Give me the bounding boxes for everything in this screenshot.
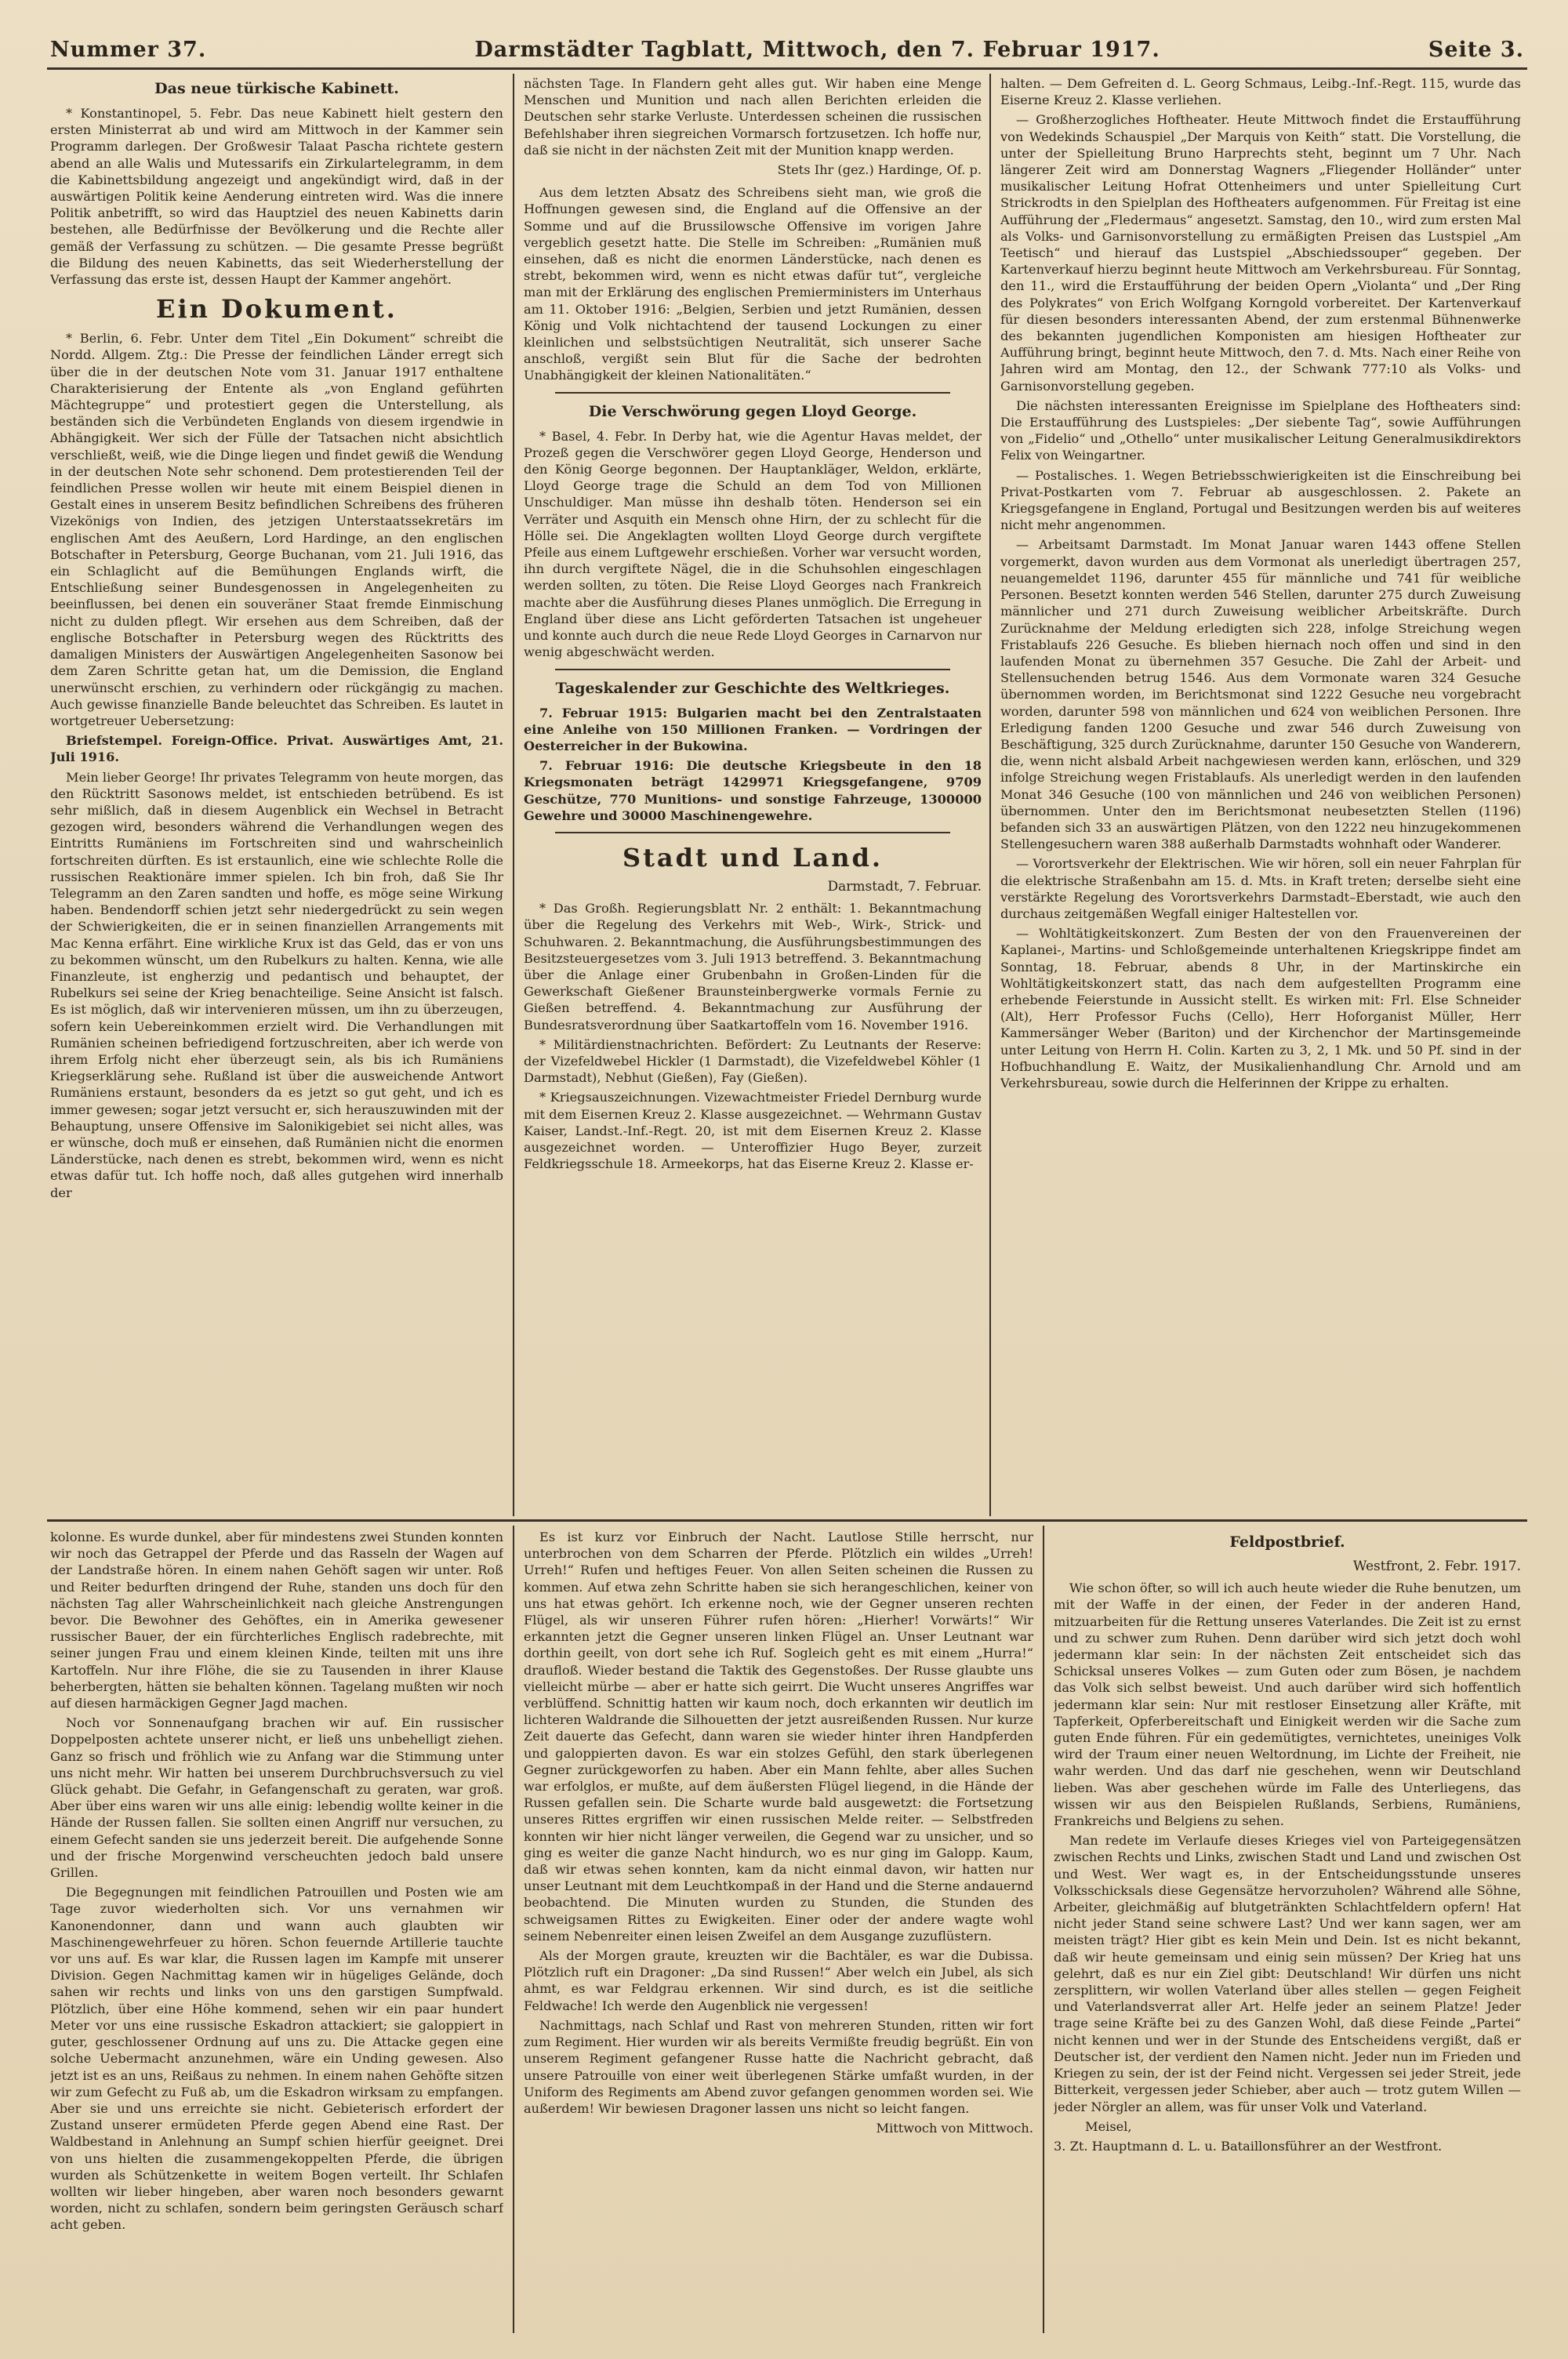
page-header <box>50 38 1524 62</box>
headline-turkish-cabinet: Das neue türkische Kabinett. <box>154 80 399 97</box>
article-paragraph: — Wohltätigkeitskonzert. Zum Besten der von den Frauenvereinen der Kaplanei-, Martins- und Schloßgemeinde unterhaltenen Kriegskrippe findet am Sonntag, 18. Februar, abends 8 Uhr, in der Martinskirche ein Wohltätigkeitskonzert statt, das nach dem aufgestellten Programm eine erhebende Feierstunde in Aussicht stellt. Es wirken mit: Frl. Else Schneider (Alt), Herr Professor Fuchs (Cello), Herr Hoforganist Müller, Herr Kammersänger Weber (Bariton) und der Kirchenchor der Martinsgemeinde unter Leitung von Herrn H. Colin. Karten zu 3, 2, 1 Mk. und 50 Pf. sind in der Hofbuchhandlung E. Waitz, der Musikalienhandlung Chr. Arnold und am Verkehrsbureau, sowie durch die Helferinnen der Krippe zu erhalten. <box>1000 926 1521 1091</box>
article-signature: Mittwoch von Mittwoch. <box>876 2121 1033 2136</box>
article-paragraph: kolonne. Es wurde dunkel, aber für mindestens zwei Stunden konnten wir noch das Getrappel der Pferde und das Rasseln der Wagen auf der Landstraße hören. In einem nahen Gehöft sagen wir unter. Roß und Reiter bedurften dringend der Ruhe, standen uns doch für den nächsten Tag aller Wahrscheinlichkeit nach gleiche Anstrengungen bevor. Die Bewohner des Gehöftes, ein in Amerika gewesener russischer Bauer, der ein fürchterliches Englisch radebrechte, mit seiner jungen Frau und einem kleinen Kinde, teilten mit uns ihre Kartoffeln. Nur ihre Flöhe, die sie zu Tausenden in ihrer Klause beherbergten, hätten sie behalten können. Tagelang mußten wir noch auf diesen harmäckigen Gegner Jagd machen. <box>50 1530 503 1711</box>
dateline: Darmstadt, 7. Februar. <box>827 878 982 895</box>
section-separator <box>555 669 950 670</box>
article-paragraph: * Das Großh. Regierungsblatt Nr. 2 enthält: 1. Bekanntmachung über die Regelung des Verkehrs mit Web-, Wirk-, Strick- und Schuhwaren. 2. Bekanntmachung, die Ausführungsbestimmungen des Besitzsteuergesetzes vom 3. Juli 1913 betreffend. 3. Bekanntmachung über die Anlage einer Grubenbahn in Großen-Linden für die Gewerkschaft Gießener Braunsteinbergwerke vormals Fernie zu Gießen betreffend. 4. Bekanntmachung zur Ausführung der Bundesratsverordnung über Saatkartoffeln vom 16. November 1916. <box>524 901 982 1033</box>
section-divider <box>47 1519 1527 1522</box>
issue-number: Nummer 37. <box>50 38 207 62</box>
article-paragraph: * Konstantinopel, 5. Febr. Das neue Kabinett hielt gestern den ersten Ministerrat ab und wird am Mittwoch in der Kammer sein Programm darlegen. Der Großwesir Talaat Pascha richtete gestern abend an alle Walis und Mutessarifs ein Zirkulartelegramm, in dem die Kabinettsbildung angezeigt und angekündigt wird, daß in der auswärtigen Politik keine Aenderung eintreten wird. Was die innere Politik anbetrifft, so wird das Hauptziel des neuen Kabinetts darin bestehen, alle Bedürfnisse der Bevölkerung und die Rechte aller gemäß der Verfassung zu schützen. — Die gesamte Presse begrüßt die Bildung des neuen Kabinetts, das seit Wiederherstellung der Verfassung das erste ist, dessen Haupt der Kammer angehört. <box>50 106 503 288</box>
dateline: Westfront, 2. Febr. 1917. <box>1352 1559 1521 1574</box>
upper-column-3 <box>1000 75 1521 1515</box>
article-paragraph: nächsten Tage. In Flandern geht alles gut. Wir haben eine Menge Menschen und Munition und nach allen Berichten erleiden die Deutschen sehr starke Verluste. Unterdessen scheinen die russischen Befehlshaber ihren siegreichen Vormarsch fortzusetzen. Ich hoffe nur, daß sie nicht in der nächsten Zeit mit der Munition knapp werden. <box>524 76 982 158</box>
lower-column-3 <box>1054 1529 1521 2336</box>
article-paragraph: Noch vor Sonnenaufgang brachen wir auf. Ein russischer Doppelposten achtete unserer nicht, er ließ uns unbehelligt ziehen. Ganz so frisch und fröhlich wie zu Anfang war die Stimmung unter uns nicht mehr. Wir hatten bei unserem Durchbruchsversuch zu viel Glück gehabt. Die Gefahr, in Gefangenschaft zu geraten, war groß. Aber über eins waren wir uns alle einig: lebendig wollte keiner in die Hände der Russen fallen. Sie sollten einen Angriff nur versuchen, zu einem Gefecht sanden sie uns jederzeit bereit. Die aufgehende Sonne und der frische Morgenwind verscheuchten jedoch bald unsere Grillen. <box>50 1715 503 1881</box>
article-paragraph: — Postalisches. 1. Wegen Betriebsschwierigkeiten ist die Einschreibung bei Privat-Postkarten vom 7. Februar ab ausgeschlossen. 2. Pakete an Kriegsgefangene in England, Portugal und Besitzungen werden bis auf weiteres nicht mehr angenommen. <box>1000 467 1521 533</box>
letterhead-line: Briefstempel. Foreign-Office. Privat. Auswärtiges Amt, 21. Juli 1916. <box>50 733 503 765</box>
masthead: Darmstädter Tagblatt, Mittwoch, den 7. Februar 1917. <box>474 38 1160 62</box>
calendar-entry: 7. Februar 1915: Bulgarien macht bei den Zentralstaaten eine Anleihe von 150 Millionen Franken. — Vordringen der Oesterreicher in der Bukowina. <box>524 705 982 753</box>
article-paragraph: Wie schon öfter, so will ich auch heute wieder die Ruhe benutzen, um mit der Waffe in der einen, der Feder in der anderen Hand, mitzuarbeiten für die Rettung unseres Vaterlandes. Die Zeit ist zu ernst und zu schwer zum Ruhen. Denn darüber wird sich jetzt doch wohl jedermann klar sein: In der nächsten Zeit entscheidet sich das Schicksal unseres Volkes — zum Guten oder zum Bösen, je nachdem das Volk sich selbst beweist. Und auch darüber wird sich hoffentlich jedermann klar sein: Nur mit restloser Einsetzung aller Kräfte, mit Tapferkeit, Opferbereitschaft und Einigkeit werden wir die Sache zum guten Ende führen. Für ein gedemütigtes, vernichtetes, uneiniges Volk wird der Traum einer neuen Weltordnung, im Lichte der Freiheit, nie wahr werden. Und das darf nie geschehen, wenn wir Deutschland lieben. Was aber geschehen würde im Falle des Unterliegens, das wissen wir aus den Beispielen Rußlands, Serbiens, Rumäniens, Frankreichs und Belgiens zu sehen. <box>1054 1581 1521 1829</box>
column-rule <box>513 1526 514 2333</box>
article-paragraph: Aus dem letzten Absatz des Schreibens sieht man, wie groß die Hoffnungen gewesen sind, die England auf die Offensive an der Somme und auf die Brussilowsche Offensive im vorigen Jahre vergeblich gesetzt hatte. Die Stelle im Schreiben: „Rumänien muß einsehen, daß es nicht die enormen Länderstücke, nach denen es strebt, bekommen wird, wenn es nicht etwas dafür tut“, vergleiche man mit der Erklärung des englischen Premierministers im Unterhaus am 11. Oktober 1916: „Belgien, Serbien und jetzt Rumänien, dessen König und Volk nichtachtend der tausend Lockungen zu einer kleinlichen und selbstsüchtigen Neutralität, sich unserer Sache anschloß, vergißt sein Blut für die Sache der bedrohten Unabhängigkeit der kleinen Nationalitäten.“ <box>524 185 982 383</box>
column-rule <box>513 74 514 1516</box>
calendar-entry: 7. Februar 1916: Die deutsche Kriegsbeute in den 18 Kriegsmonaten beträgt 1429971 Kriegsgefangene, 9709 Geschütze, 770 Munitions- und sonstige Fahrzeuge, 1300000 Gewehre und 30000 Maschinengewehre. <box>524 758 982 823</box>
column-rule <box>989 74 991 1516</box>
article-paragraph: Mein lieber George! Ihr privates Telegramm von heute morgen, das den Rücktritt Sasonows meldet, ist entschieden betrübend. Es ist sehr mißlich, daß in diesem Augenblick ein Wechsel in Betracht gezogen wird, besonders während die Verhandlungen wegen des Eintritts Rumäniens im Fortschreiten sind und wahrscheinlich fortschreiten dürften. Es ist erstaunlich, eine wie schlechte Rolle die russischen Reaktionäre immer spielen. Ich bin froh, daß Sie Ihr Telegramm an den Zaren sandten und hoffe, es möge seine Wirkung haben. Bendendorff schien jetzt sehr niedergedrückt zu sein wegen der Schwierigkeiten, die er in seinen finanziellen Arrangements mit Mac Kenna erfährt. Eine wirkliche Krux ist das Geld, das er von uns zu bekommen wünscht, um den Rubelkurs zu halten. Kenna, wie alle Finanzleute, ist engherzig und pedantisch und behauptet, der Rubelkurs sei seine der Krieg benachteilige. Seine Ansicht ist falsch. Es ist möglich, daß wir intervenieren müssen, um ihn zu überzeugen, sofern kein Uebereinkommen erzielt wird. Die Verhandlungen mit Rumänien scheinen befriedigend fortzuschreiten, aber ich werde von ihrem Erfolg nicht eher überzeugt sein, als bis ich Rumäniens Kriegserklärung sehe. Rußland ist über die ausweichende Antwort Rumäniens erstaunt, besonders da es jetzt so gut geht, und ich es immer gewesen; sogar jetzt versucht er, sich herauszuwinden mit der Behauptung, unsere Offensive im Salonikigebiet sei nicht alles, was er wünsche, doch muß er einsehen, daß Rumänien nicht die enormen Länderstücke, nach denen es strebt, bekommen wird, wenn es nicht etwas dafür tut. Ich hoffe noch, daß alles gutgehen wird innerhalb der <box>50 769 503 1200</box>
article-paragraph: Man redete im Verlaufe dieses Krieges viel von Parteigegensätzen zwischen Rechts und Links, zwischen Stadt und Land und zwischen Ost und West. Wer wagt es, in der Entscheidungsstunde unseres Volksschicksals diese Gegensätze hervorzuholen? Während alle Söhne, Arbeiter, gleichmäßig auf blutgetränkten Schlachtfeldern opfern! Hat nicht jeder Stand seine schwere Last? Und wer kann sagen, wer am meisten trägt? Hier gibt es kein Mein und Dein. Ist es nicht bekannt, daß wir heute gemeinsam und einig sein müssen? Der Krieg hat uns gelehrt, daß es nur ein Ziel gibt: Deutschland! Wir dürfen uns nicht zersplittern, wir wollen Vaterland über alles stellen — gegen Feigheit und Vaterlandsverrat aller Art. Helfe jeder an seinem Platze! Jeder trage seine Kräfte bei zu des Ganzen Wohl, daß diese Feinde „Partei“ nicht kennen und wer in der Stunde des Entscheidens vergißt, daß er Deutscher ist, der verdient den Namen nicht. Jeder nun im Frieden und Kriegen zu sein, der ist der Feind nicht. Vergessen sei jeder Streit, jede Bitterkeit, vergessen jeder Schieber, aber auch — trotz gutem Willen — jeder Nörgler an allem, was für unser Volk und Vaterland. <box>1054 1833 1521 2114</box>
upper-column-2 <box>524 75 982 1515</box>
section-separator <box>555 832 950 833</box>
author-name: Meisel, <box>1085 2118 1132 2134</box>
article-paragraph: Als der Morgen graute, kreuzten wir die Bachtäler, es war die Dubissa. Plötzlich ruft ein Dragoner: „Da sind Russen!“ Aber welch ein Jubel, als sich ahmt, es war Feldgrau erkennen. Wir sind durch, es ist die seitliche Feldwache! Ich werde den Augenblick nie vergessen! <box>524 1948 1033 2013</box>
article-paragraph: Die Begegnungen mit feindlichen Patrouillen und Posten wie am Tage zuvor wiederholten sich. Vor uns vernahmen wir Kanonendonner, dann und wann auch glaubten wir Maschinengewehrfeuer zu hören. Schon feuernde Artillerie tauchte vor uns auf. Es war klar, die Russen lagen im Kampfe mit unserer Division. Gegen Nachmittag kamen wir in hügeliges Gelände, doch sahen wir rechts und links von uns den garstigen Sumpfwald. Plötzlich, über eine Höhe kommend, sehen wir ein paar hundert Meter vor uns eine russische Eskadron attackiert; sie galoppiert in guter, geschlossener Ordnung auf uns zu. Die Attacke gegen eine solche Uebermacht anzunehmen, wäre ein Unding gewesen. Also jetzt ist es an uns, Reißaus zu nehmen. In einem nahen Gehöfte sitzen wir zum Gefecht zu Fuß ab, um die Eskadron wirksam zu empfangen. Aber sie und uns erreichte sie nicht. Gebieterisch erfordert der Zustand unserer ermüdeten Pferde gegen Abend eine Rast. Der Waldbestand in Anlehnung an Sumpf schien hierfür geeignet. Drei von uns hielten die zusammengekoppelten Pferde, die übrigen wurden als Schützenkette in weitem Bogen verteilt. Ihr Schlafen wollten wir lieber hingeben, aber waren noch besonders gewarnt worden, nicht zu schlafen, sondern beim geringsten Geräusch scharf acht geben. <box>50 1885 503 2233</box>
article-paragraph: * Militärdienstnachrichten. Befördert: Zu Leutnants der Reserve: der Vizefeldwebel Hickler (1 Darmstadt), die Vizefeldwebel Köhler (1 Darmstadt), Nebhut (Gießen), Fay (Gießen). <box>524 1036 982 1086</box>
author-title: 3. Zt. Hauptmann d. L. u. Bataillonsführer an der Westfront. <box>1054 2138 1443 2154</box>
article-paragraph: Nachmittags, nach Schlaf und Rast von mehreren Stunden, ritten wir fort zum Regiment. Hier wurden wir als bereits Vermißte freudig begrüßt. Ein von unserem Regiment gefangener Russe hatte die Nachricht gebracht, daß unsere Patrouille von einer weit überlegenen Stärke umfaßt wurden, in der Uniform des Regiments am Abend zuvor gefangen genommen worden sei. Wie außerdem! Wir bewiesen Dragoner lassen uns nicht so leicht fangen. <box>524 2017 1033 2116</box>
headline-field-letter: Feldpostbrief. <box>1229 1533 1345 1551</box>
headline-city-and-country: Stadt und Land. <box>622 842 883 873</box>
header-rule <box>47 67 1527 70</box>
section-separator <box>555 392 950 394</box>
letter-signature: Stets Ihr (gez.) Hardinge, Of. p. <box>777 162 982 178</box>
column-rule <box>1043 1526 1044 2333</box>
lower-column-2 <box>524 1529 1033 2336</box>
article-paragraph: — Vorortsverkehr der Elektrischen. Wie wir hören, soll ein neuer Fahrplan für die elektrische Straßenbahn am 15. d. Mts. in Kraft treten; derselbe sieht eine verstärkte Regelung des Vorortsverkehrs Darmstadt–Eberstadt, wie auch den durchaus zeitgemäßen Wegfall einiger Haltestellen vor. <box>1000 856 1521 921</box>
headline-lloyd-george: Die Verschwörung gegen Lloyd George. <box>588 402 917 420</box>
headline-document: Ein Dokument. <box>156 294 397 325</box>
page-number: Seite 3. <box>1428 38 1524 62</box>
upper-column-1 <box>50 75 503 1515</box>
article-paragraph: — Großherzogliches Hoftheater. Heute Mittwoch findet die Erstaufführung von Wedekinds Schauspiel „Der Marquis von Keith“ statt. Die Vorstellung, die unter der Spielleitung Bruno Harprechts steht, beginnt um 7 Uhr. Nach längerer Zeit wird am Donnerstag Wagners „Fliegender Holländer“ unter musikalischer Leitung Hofrat Ottenheimers und unter Spielleitung Curt Strickrodts in den Spielplan des Hoftheaters aufgenommen. Für Freitag ist eine Aufführung der „Fledermaus“ angesetzt. Samstag, den 10., wird zum ersten Mal als Volks- und Garnisonvorstellung zu ermäßigten Preisen das Lustspiel „Am Teetisch“ und hierauf das Lustspiel „Abschiedssouper“ gegeben. Der Kartenverkauf hierzu beginnt heute Mittwoch am Verkehrsbureau. Für Sonntag, den 11., wird die Erstaufführung der beiden Opern „Violanta“ und „Der Ring des Polykrates“ von Erich Wolfgang Korngold vorbereitet. Der Kartenverkauf für diesen besonders interessanten Abend, der zum erstenmal Bühnenwerke des bekannten jugendlichen Komponisten am hiesigen Hoftheater zur Aufführung bringt, beginnt heute Mittwoch, den 7. d. Mts. Nach einer Reihe von Jahren wird am Montag, den 12., der Schwank 777:10 als Volks- und Garnisonvorstellung gegeben. <box>1000 112 1521 394</box>
article-paragraph: * Kriegsauszeichnungen. Vizewachtmeister Friedel Dernburg wurde mit dem Eisernen Kreuz 2. Klasse ausgezeichnet. — Wehrmann Gustav Kaiser, Landst.-Inf.-Regt. 20, ist mit dem Eisernen Kreuz 2. Klasse ausgezeichnet worden. — Unteroffizier Hugo Beyer, zurzeit Feldkriegsschule 18. Armeekorps, hat das Eiserne Kreuz 2. Klasse er- <box>524 1090 982 1172</box>
headline-war-calendar: Tageskalender zur Geschichte des Weltkrieges. <box>555 679 950 697</box>
article-paragraph: halten. — Dem Gefreiten d. L. Georg Schmaus, Leibg.-Inf.-Regt. 115, wurde das Eiserne Kreuz 2. Klasse verliehen. <box>1000 76 1521 108</box>
article-paragraph: Die nächsten interessanten Ereignisse im Spielplane des Hoftheaters sind: Die Erstaufführung des Lustspieles: „Der siebente Tag“, sowie Aufführungen von „Fidelio“ und „Othello“ unter musikalischer Leitung Generalmusikdirektors Felix von Weingartner. <box>1000 397 1521 463</box>
article-paragraph: * Berlin, 6. Febr. Unter dem Titel „Ein Dokument“ schreibt die Nordd. Allgem. Ztg.: Die Presse der feindlichen Länder erregt sich über die in der deutschen Note vom 31. Januar 1917 enthaltene Charakterisierung der Entente als „von England geführten Mächtegruppe“ und protestiert gegen die Unterstellung, als beständen sich die Verbündeten Englands von diesem irgendwie in Abhängigkeit. Wer sich der Fülle der Tatsachen nicht absichtlich verschließt, weiß, wie die Dinge liegen und findet gewiß die Wendung in der deutschen Note sehr schonend. Dem protestierenden Teil der feindlichen Presse wollen wir heute mit einem Beispiel dienen in Gestalt eines in unserem Besitz befindlichen Schreibens des früheren Vizekönigs von Indien, des jetzigen Unterstaatssekretärs im englischen Amt des Aeußern, Lord Hardinge, an den englischen Botschafter in Petersburg, George Buchanan, vom 21. Juli 1916, das ein Schlaglicht auf die Bemühungen Englands wirft, die Entschließung seiner Bundesgenossen in Angelegenheiten zu beeinflussen, bei denen ein souveräner Staat fremde Einmischung nicht zu dulden pflegt. Wir ersehen aus dem Schreiben, daß der englische Botschafter in Petersburg wegen des Rücktritts des damaligen Ministers der Auswärtigen Angelegenheiten Sasonow bei dem Zaren Schritte getan hat, um die Demission, die England unerwünscht erschien, zu verhindern oder rückgängig zu machen. Auch gewisse finanzielle Bande beleuchtet das Schreiben. Es lautet in wortgetreuer Uebersetzung: <box>50 331 503 728</box>
article-paragraph: Es ist kurz vor Einbruch der Nacht. Lautlose Stille herrscht, nur unterbrochen von dem Scharren der Pferde. Plötzlich ein wildes „Urreh! Urreh!“ Rufen und heftiges Feuer. Von allen Seiten scheinen die Russen zu kommen. Auf etwa zehn Schritte haben sie sich herangeschlichen, keiner von uns hat etwas gehört. Ich erkenne noch, wie der Gegner unseren rechten Flügel, als wir unseren Führer rufen hören: „Hierher! Vorwärts!“ Wir erkannten jetzt die Gegner unseren linken Flügel an. Unser Leutnant war dorthin geeilt, von dort sehe ich Ruf. Sogleich geht es mit einem „Hurra!“ draufloß. Wieder bestand die Taktik des Gegenstoßes. Der Russe glaubte uns vielleicht mürbe — aber er hatte sich geirrt. Die Wucht unseres Angriffes war verblüffend. Schnittig hatten wir kaum noch, doch erkannten wir deutlich im lichteren Waldrande die Silhouetten der jetzt ausreißenden Russen. Nur kurze Zeit dauerte das Gefecht, dann waren sie wieder hinter ihren Handpferden und galoppierten davon. Es war ein stolzes Gefühl, den stark überlegenen Gegner zurückgeworfen zu haben. Aber ein Mann fehlte, aber alles Suchen war erfolglos, er mußte, auf dem äußersten Flügel liegend, in die Hände der Russen gefallen sein. Die Scharte wurde bald ausgewetzt: die Fortsetzung unseres Rittes ergriffen wir einen russischen Melde reiter. — Selbstfreden konnten wir hier nicht länger verweilen, die Gegend war zu unsicher, und so ging es weiter die ganze Nacht hindurch, wo es nur ging im Galopp. Kaum, daß wir etwas sehen konnten, kam da nicht einmal davon, wir hatten nur unser Leutnant mit dem Leuchtkompaß in der Hand und die Sterne andauernd beobachtend. Die Minuten wurden zu Stunden, die Stunden des schweigsamen Rittes zu Ewigkeiten. Einer oder der andere wagte wohl seinem Nebenreiter einen leisen Zweifel an dem Ausgange zuzuflüstern. <box>524 1530 1033 1943</box>
lower-column-1 <box>50 1529 503 2336</box>
article-paragraph: — Arbeitsamt Darmstadt. Im Monat Januar waren 1443 offene Stellen vorgemerkt, davon wurden aus dem Vormonat als unerledigt übertragen 257, neuangemeldet 1196, darunter 455 für männliche und 741 für weibliche Personen. Besetzt konnten werden 546 Stellen, darunter 275 durch Zuweisung männlicher und 271 durch Zuweisung weiblicher Arbeitskräfte. Durch Zurücknahme der Meldung erledigten sich 228, infolge Streichung wegen Fristablaufs 226 Gesuche. Es blieben hiernach noch offen und sind in den laufenden Monat zu übernehmen 357 Gesuche. Die Zahl der Arbeit- und Stellensuchenden betrug 1546. Aus dem Vormonate waren 324 Gesuche übernommen worden, im Berichtsmonat sind 1222 Gesuche neu vorgebracht worden, darunter 598 von männlichen und 624 von weiblichen Personen. Ihre Erledigung fanden 1200 Gesuche und zwar 546 durch Zuweisung von Beschäftigung, 325 durch Zurücknahme, darunter 150 Gesuche von Wanderern, die, wenn nicht alsbald Arbeit nachgewiesen werden kann, erlöschen, und 329 infolge Streichung wegen Fristablaufs. Als unerledigt werden in den laufenden Monat 346 Gesuche (100 von männlichen und 246 von weiblichen Personen) übernommen. Unter den im Berichtsmonat neubesetzten Stellen (1196) befanden sich 33 an auswärtigen Plätzen, von den 1222 neu hinzugekommenen Stellengesuchern waren 388 außerhalb Darmstadts wohnhaft oder Wanderer. <box>1000 537 1521 852</box>
article-paragraph: * Basel, 4. Febr. In Derby hat, wie die Agentur Havas meldet, der Prozeß gegen die Verschwörer gegen Lloyd George, Henderson und den König George begonnen. Der Hauptankläger, Weldon, erklärte, Lloyd George trage die Schuld an dem Tod von Millionen Unschuldiger. Man müsse ihn deshalb töten. Henderson sei ein Verräter und Asquith ein Mensch ohne Hirn, der zu schlecht für die Hölle sei. Die Angeklagten wollten Lloyd George durch vergiftete Pfeile aus einem Luftgewehr erschießen. Vorher war versucht worden, ihn durch vergiftete Nägel, die in die Schuhsohlen eingeschlagen werden sollten, zu töten. Die Reise Lloyd Georges nach Frankreich machte aber die Ausführung dieses Planes unmöglich. Die Erregung in England über diese ans Licht geförderten Tatsachen ist ungeheuer und konnte auch durch die neue Rede Lloyd Georges in Carnarvon nur wenig abgeschwächt werden. <box>524 428 982 660</box>
